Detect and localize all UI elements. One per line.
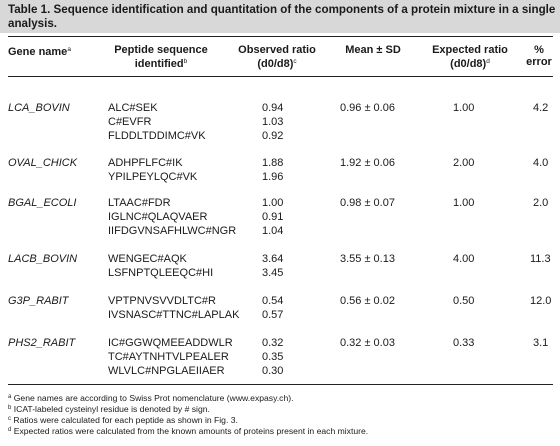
expected-ratio: 1.00 [453,197,475,209]
peptide-sequence: IVSNASC#TTNC#LAPLAK [108,309,240,321]
header-error: % error [526,44,552,68]
mean-sd-value: 3.55 ± 0.13 [340,253,395,265]
expected-ratio: 0.33 [453,337,475,349]
observed-ratio: 0.54 [262,295,284,307]
observed-ratio: 1.88 [262,157,284,169]
observed-ratio: 0.92 [262,130,284,142]
peptide-sequence: ALC#SEK [108,102,158,114]
expected-ratio: 4.00 [453,253,475,265]
peptide-sequence: C#EVFR [108,116,152,128]
observed-ratio: 1.00 [262,197,284,209]
gene-name: LCA_BOVIN [8,102,70,114]
observed-ratio: 0.94 [262,102,284,114]
header-expected: Expected ratio $(d0/d8)^d$ [432,44,508,70]
gene-name: BGAL_ECOLI [8,197,77,209]
table-title: Table 1. Sequence identification and quantitation of the components of a protein mixture in a single analysis. [8,3,556,30]
title-band [0,0,560,33]
peptide-sequence: LSFNPTQLEEQC#HI [108,267,214,279]
percent-error: 4.0 [533,157,549,169]
percent-error: 2.0 [533,197,549,209]
header-observed: Observed ratio $(d0/d8)^c$ [238,44,316,70]
mean-sd-value: 0.56 ± 0.02 [340,295,395,307]
header-gene-name: Gene name$^a$ [8,46,71,58]
peptide-sequence: IIFDGVNSAFHLWC#NGR [108,225,237,237]
gene-name: G3P_RABIT [8,295,69,307]
peptide-sequence: WENGEC#AQK [108,253,187,265]
expected-ratio: 1.00 [453,102,475,114]
observed-ratio: 1.03 [262,116,284,128]
peptide-sequence: TC#AYTNHTVLPEALER [108,351,229,363]
header-mean-sd: Mean ± SD [345,44,401,56]
mean-sd-value: 0.32 ± 0.03 [340,337,395,349]
expected-ratio: 0.50 [453,295,475,307]
percent-error: 12.0 [530,295,552,307]
peptide-sequence: WLVLC#NPGLAEIIAER [108,365,225,377]
observed-ratio: 0.30 [262,365,284,377]
mean-sd-value: 1.92 ± 0.06 [340,157,395,169]
gene-name: LACB_BOVIN [8,253,78,265]
observed-ratio: 0.32 [262,337,284,349]
mean-sd-value: 0.96 ± 0.06 [340,102,395,114]
top-rule [8,36,553,37]
percent-error: 4.2 [533,102,549,114]
bottom-rule [8,384,553,385]
peptide-sequence: YPILPEYLQC#VK [108,171,198,183]
peptide-sequence: ADHPFLFC#IK [108,157,183,169]
footnote: $^c$ Ratios were calculated for each peptide as shown in Fig. 3. [8,415,238,425]
observed-ratio: 1.04 [262,225,284,237]
peptide-sequence: FLDDLTDDIMC#VK [108,130,206,142]
peptide-sequence: IC#GGWQMEEADDWLR [108,337,233,349]
footnote: $^b$ ICAT-labeled cysteinyl residue is denoted by # sign. [8,404,210,414]
percent-error: 11.3 [530,253,551,265]
gene-name: OVAL_CHICK [8,157,78,169]
peptide-sequence: VPTPNVSVVDLTC#R [108,295,216,307]
peptide-sequence: LTAAC#FDR [108,197,171,209]
header-rule [8,76,553,77]
observed-ratio: 3.64 [262,253,284,265]
expected-ratio: 2.00 [453,157,475,169]
observed-ratio: 0.35 [262,351,284,363]
peptide-sequence: IGLNC#QLAQVAER [108,211,208,223]
footnote: $^a$ Gene names are according to Swiss Prot nomenclature (www.expasy.ch). [8,393,294,403]
observed-ratio: 3.45 [262,267,284,279]
footnote: $^d$ Expected ratios were calculated from the known amounts of proteins present in each mixture. [8,426,369,436]
observed-ratio: 1.96 [262,171,284,183]
gene-name: PHS2_RABIT [8,337,76,349]
percent-error: 3.1 [533,337,549,349]
observed-ratio: 0.91 [262,211,284,223]
header-peptide: Peptide sequence identified$^b$ [114,44,208,70]
observed-ratio: 0.57 [262,309,284,321]
mean-sd-value: 0.98 ± 0.07 [340,197,395,209]
